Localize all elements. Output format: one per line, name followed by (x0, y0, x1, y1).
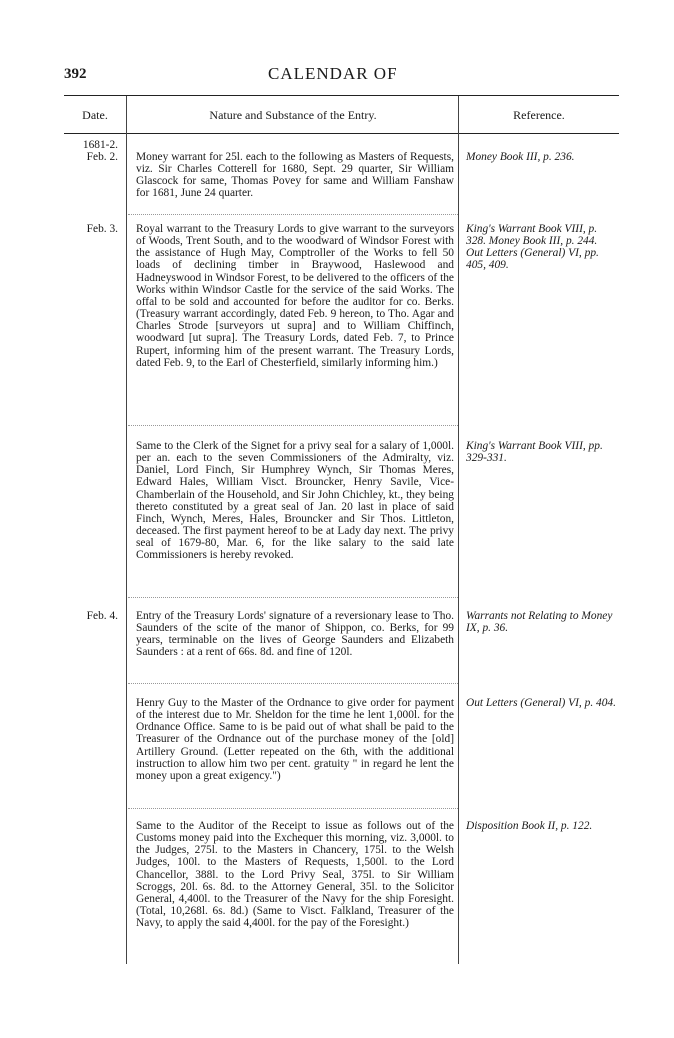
entry-date: Feb. 3. (86, 223, 118, 235)
entry-reference: Money Book III, p. 236. (466, 151, 575, 163)
entry-separator (128, 425, 458, 426)
entry-separator (128, 683, 458, 684)
entry-separator (128, 214, 458, 215)
entry-text: Same to the Clerk of the Signet for a privy seal for a salary of 1,000l. per an. each to the seven Commissioners of the Admiralty, viz. Daniel, Lord Finch, Sir Humphrey Wynch, Sir Thomas Meres, Edward Hales, William Visct. Brouncker, Henry Savile, Vice-Chamberlain of the Household, and Sir John Chichley, kt., they being thereto constituted by a great seal of Jan. 20 last in place of said Finch, Wynch, Meres, Hales, Brouncker and Sir Thos. Littleton, deceased. The first payment hereof to be at Lady day next. The privy seal of 1679-80, Mar. 6, for the like salary to the said late Commissioners is hereby revoked. (136, 440, 454, 562)
entry-date: Feb. 4. (86, 610, 118, 622)
entry-reference: King's Warrant Book VIII, pp. 329-331. (466, 440, 603, 465)
entry-reference: King's Warrant Book VIII, p. 328. Money Book III, p. 244. Out Letters (General) VI, pp. 405, 409. (466, 223, 599, 272)
table-top-rule (64, 95, 619, 96)
entry-reference: Out Letters (General) VI, p. 404. (466, 697, 616, 709)
entry-text: Same to the Auditor of the Receipt to issue as follows out of the Customs money paid into the Exchequer this morning, viz. 3,000l. to the Judges, 275l. to the Masters in Chancery, 175l. to the Welsh Judges, 100l. to the Masters of Requests, 1,500l. to the Lord Chancellor, 388l. to the Lord Privy Seal, 375l. to Sir William Scroggs, 20l. 6s. 8d. to the Attorney General, 35l. to the Solicitor General, 4,400l. to the Treasurer of the Navy for the ship Foresight. (Total, 10,268l. 6s. 8d.) (Same to Visct. Falkland, Treasurer of the Navy, to apply the said 4,400l. for the pay of the Foresight.) (136, 820, 454, 930)
entry-date: Feb. 2. (86, 151, 118, 163)
entry-text: Entry of the Treasury Lords' signature of a reversionary lease to Tho. Saunders of the scite of the manor of Shippon, co. Berks, for 99 years, terminable on the lives of George Saunders and Elizabeth Saunders : at a rent of 66s. 8d. and fine of 120l. (136, 610, 454, 659)
entry-separator (128, 808, 458, 809)
entry-reference: Warrants not Relating to Money IX, p. 36. (466, 610, 613, 635)
entry-text: Money warrant for 25l. each to the following as Masters of Requests, viz. Sir Charles Cotterell for 1680, Sept. 29 quarter, Sir William Glascock for same, Thomas Povey for same and William Fanshaw for 1681, June 24 quarter. (136, 151, 454, 200)
column-divider-reference (458, 96, 459, 964)
page-number: 392 (64, 66, 87, 82)
entry-text: Henry Guy to the Master of the Ordnance to give order for payment of the interest due to Mr. Sheldon for the time he lent 1,000l. for the Ordnance Office. Same to is be paid out of what shall be paid to the Treasurer of the Ordnance out of the purchase money of the [old] Artillery Ground. (Letter repeated on the 6th, with the additional instruction to allow him two per cent. gratuity " in regard he lent the money upon a great exigency.") (136, 697, 454, 782)
column-header-reference: Reference. (513, 108, 565, 122)
entry-year: 1681-2. (82, 139, 118, 151)
table-header-rule (64, 133, 619, 134)
entry-reference: Disposition Book II, p. 122. (466, 820, 593, 832)
column-header-date: Date. (82, 108, 108, 122)
entry-text: Royal warrant to the Treasury Lords to give warrant to the surveyors of Woods, Trent South, and to the woodward of Windsor Forest with the assistance of Hugh May, Comptroller of the Works to fell 50 loads of declining timber in Braywood, Haslewood and Hadneyswood in Windsor Forest, to be delivered to the officers of the Works within Windsor Castle for the service of the said Works. The offal to be sold and accounted for before the auditor for co. Berks. (Treasury warrant accordingly, dated Feb. 9 hereon, to Tho. Agar and Charles Strode [surveyors ut supra] and to William Chiffinch, woodward [ut supra]. The Treasury Lords, dated Feb. 7, to Prince Rupert, informing him of the present warrant. The Treasury Lords, dated Feb. 9, to the Earl of Chesterfield, similarly informing him.) (136, 223, 454, 369)
running-title: CALENDAR OF (268, 64, 398, 83)
column-divider-date (126, 96, 127, 964)
entry-separator (128, 597, 458, 598)
column-header-nature: Nature and Substance of the Entry. (209, 108, 377, 122)
